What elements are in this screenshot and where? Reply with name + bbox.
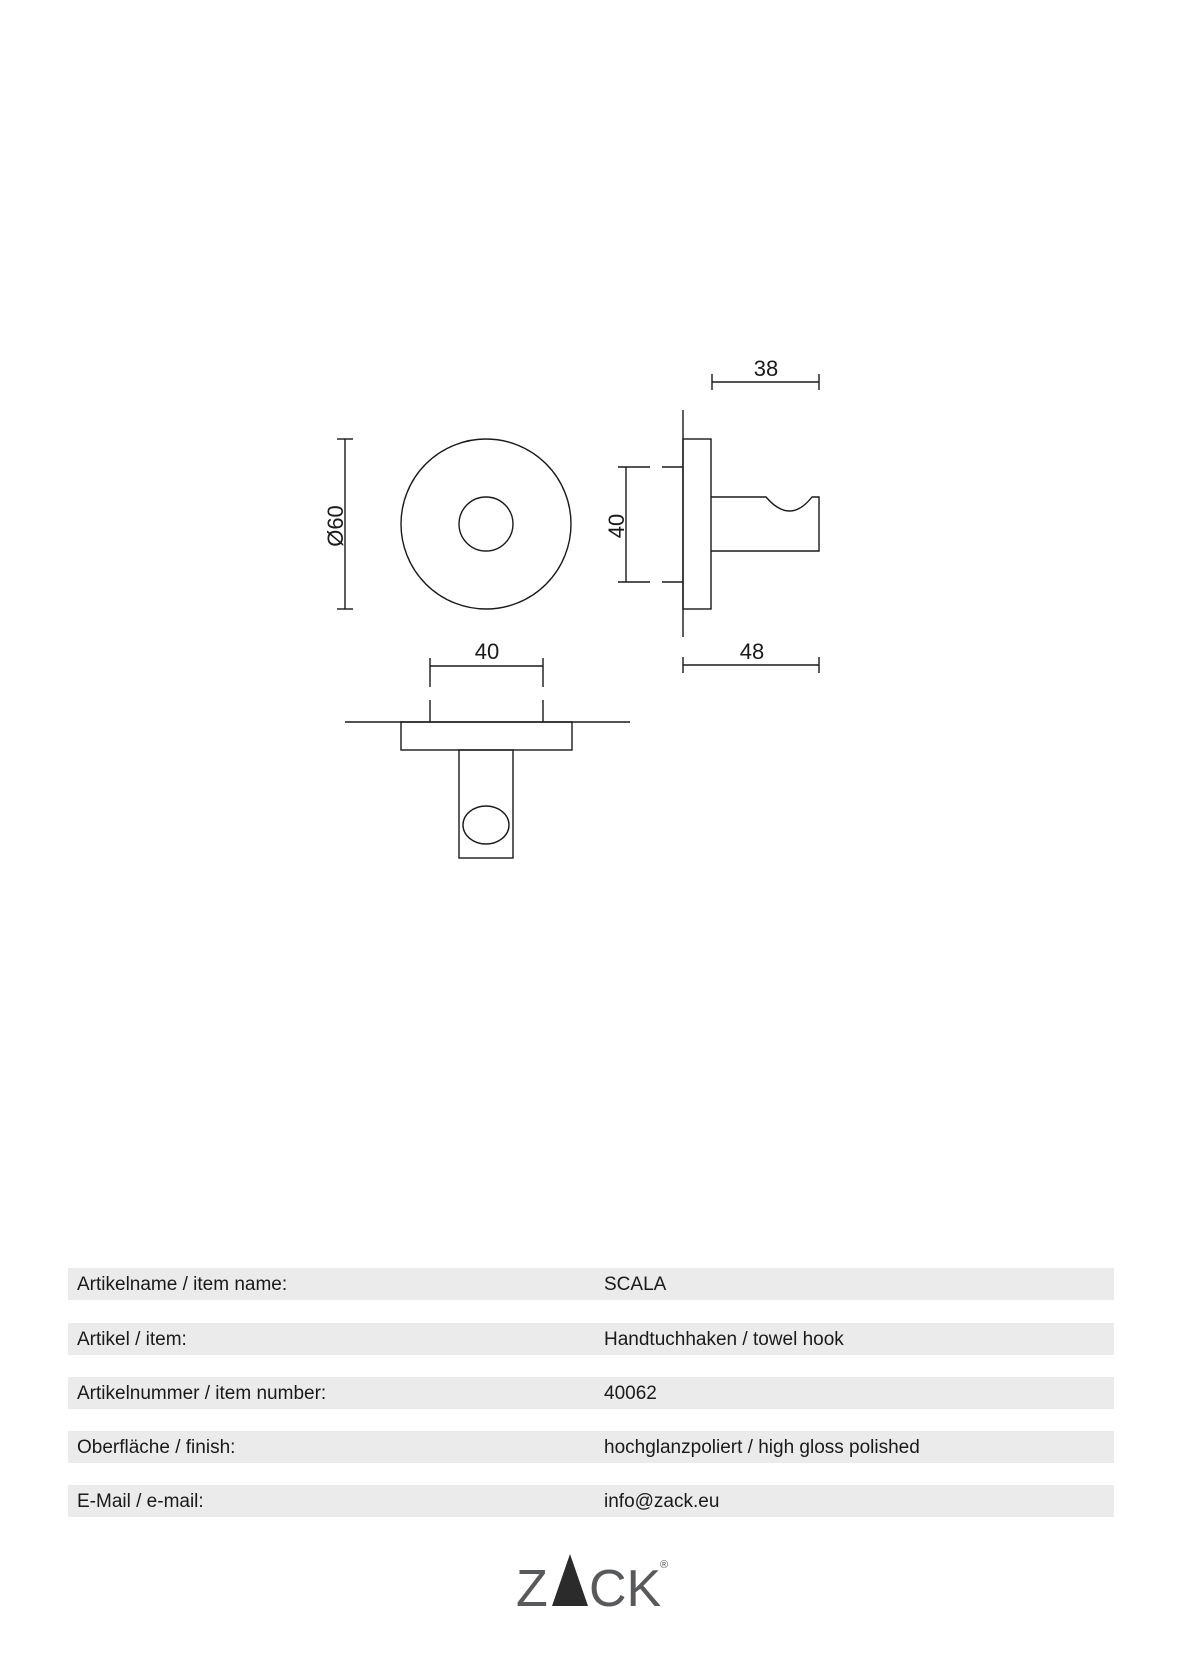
logo-registered: ®	[660, 1559, 669, 1571]
dim-diameter-label: Ø60	[323, 505, 348, 547]
logo-text-right: CK	[589, 1560, 662, 1618]
top-hook-notch	[463, 806, 509, 844]
info-label: Artikel / item:	[77, 1329, 187, 1350]
info-label: Artikelnummer / item number:	[77, 1383, 327, 1404]
zack-logo	[508, 1548, 688, 1618]
info-value: 40062	[604, 1383, 657, 1404]
info-value: info@zack.eu	[604, 1491, 720, 1512]
top-view	[345, 658, 630, 858]
info-row-email	[68, 1485, 1114, 1517]
info-row-item-name	[68, 1268, 1114, 1300]
info-label: Oberfläche / finish:	[77, 1437, 236, 1458]
dim-top-width-label: 38	[753, 356, 779, 381]
logo-text-left: Z	[516, 1560, 548, 1618]
side-rosette	[683, 439, 711, 609]
info-value: Handtuchhaken / towel hook	[604, 1329, 844, 1350]
dim-depth-label: 48	[739, 639, 765, 664]
info-label: Artikelname / item name:	[77, 1274, 288, 1295]
side-hook-profile	[711, 497, 819, 551]
top-rosette	[401, 722, 572, 750]
info-value: hochglanzpoliert / high gloss polished	[604, 1437, 920, 1458]
info-row-item	[68, 1323, 1114, 1355]
dim-height-label: 40	[604, 513, 629, 539]
info-value: SCALA	[604, 1274, 667, 1295]
logo-triangle-icon	[552, 1554, 588, 1606]
dim-bottom-width-label: 40	[474, 639, 500, 664]
top-hook-arm	[459, 750, 513, 858]
side-view	[618, 374, 819, 673]
info-row-finish	[68, 1431, 1114, 1463]
front-view	[337, 439, 571, 609]
hook-center-circle	[459, 497, 513, 551]
info-label: E-Mail / e-mail:	[77, 1491, 204, 1512]
info-row-item-number	[68, 1377, 1114, 1409]
rosette-outer-circle	[401, 439, 571, 609]
